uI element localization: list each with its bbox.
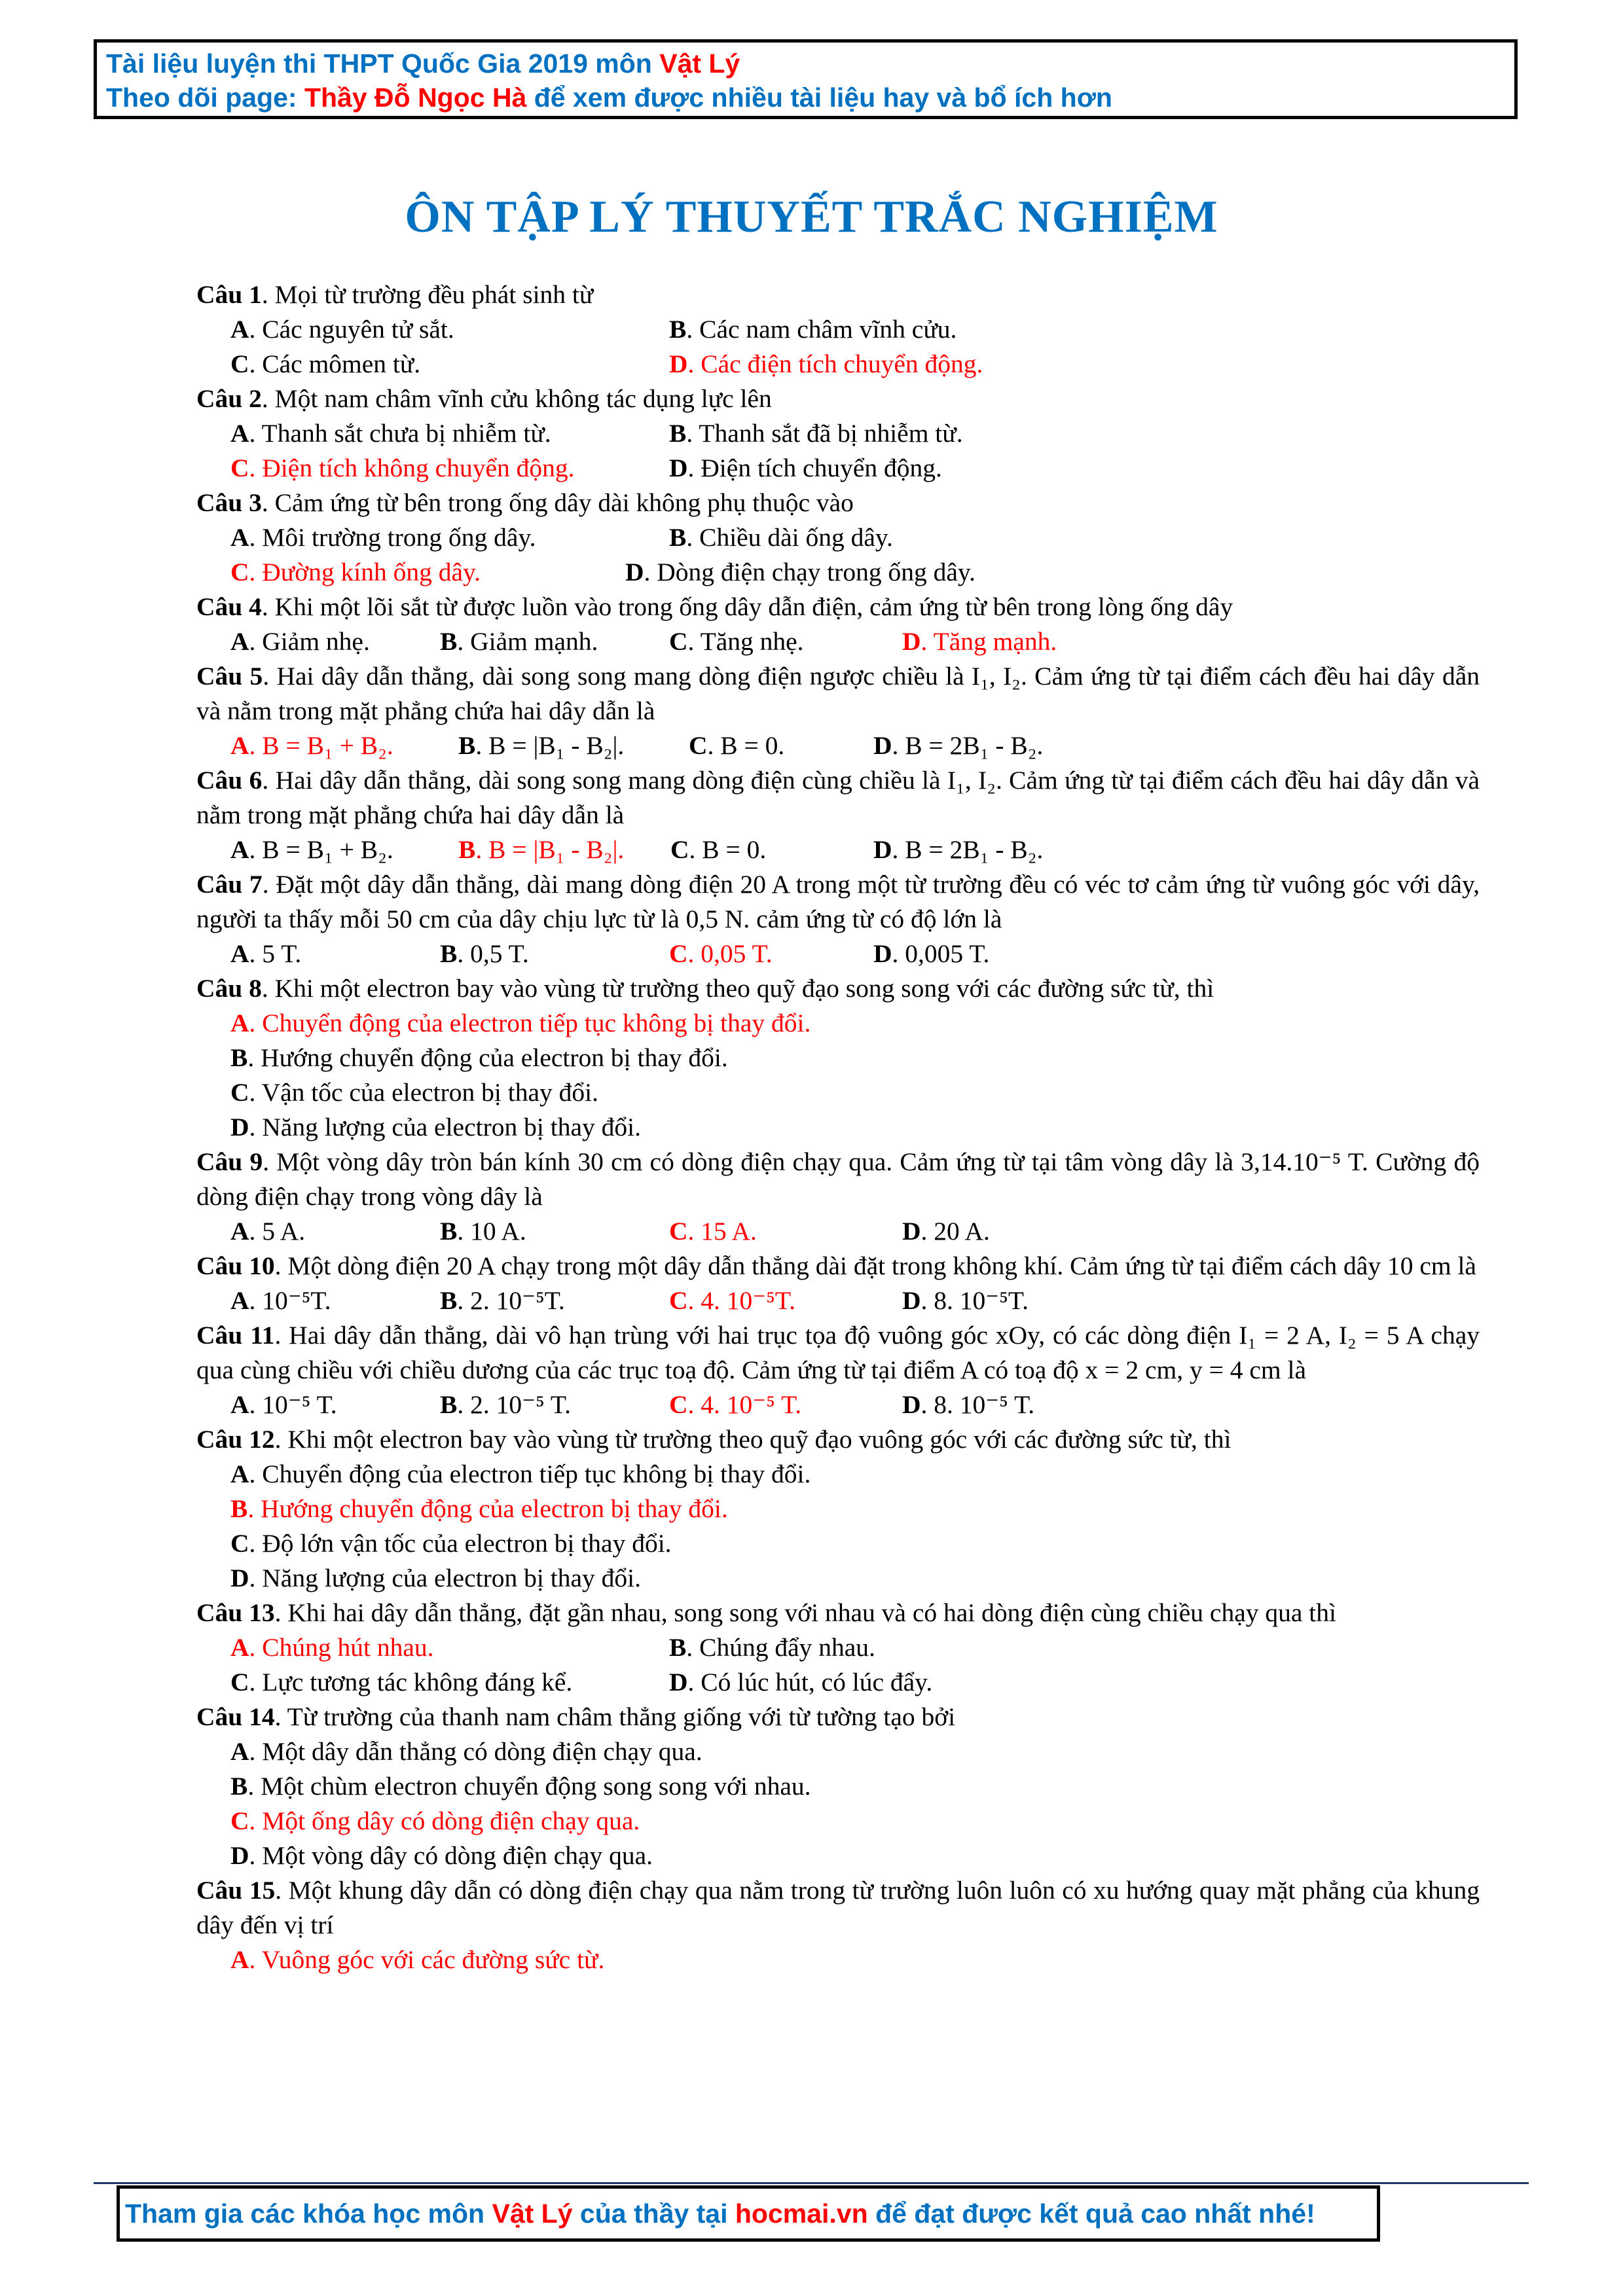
question-6: Câu 6. Hai dây dẫn thẳng, dài song song mang dòng điện cùng chiều là I₁, I₂. Cảm ứng từ tại điểm cách đều hai dây dẫn và nằm trong mặt phẳng chứa hai dây dẫn là (196, 766, 1480, 829)
footer-banner (117, 2185, 1380, 2242)
options-row (196, 833, 1480, 867)
options-row (196, 937, 1480, 971)
question-15: Câu 15. Một khung dây dẫn có dòng điện chạy qua nằm trong từ trường luôn luôn có xu hướng quay mặt phẳng của khung dây đến vị trí (196, 1876, 1480, 1939)
option-b: B. 10 A. (440, 1217, 526, 1246)
options-row (196, 555, 1480, 590)
option-b: B. Chúng đẩy nhau. (669, 1633, 875, 1662)
option-a-correct: A. Chuyển động của electron tiếp tục không bị thay đổi. (230, 1009, 811, 1037)
option-d: D. 0,005 T. (873, 939, 990, 968)
question-list (196, 278, 1480, 1977)
question-10: Câu 10. Một dòng điện 20 A chạy trong một dây dẫn thẳng dài đặt trong không khí. Cảm ứng từ tại điểm cách dây 10 cm là (196, 1251, 1476, 1280)
options-row (196, 312, 1480, 347)
question-4: Câu 4. Khi một lõi sắt từ được luồn vào trong ống dây dẫn điện, cảm ứng từ bên trong lòng ống dây (196, 592, 1233, 621)
option-d: D. Điện tích chuyển động. (669, 454, 942, 482)
option-d: D. 20 A. (902, 1217, 990, 1246)
option-a-correct: A. Chúng hút nhau. (230, 1633, 434, 1662)
option-a-correct: A. Vuông góc với các đường sức từ. (230, 1945, 605, 1974)
option-b: B. Chiều dài ống dây. (669, 523, 893, 552)
page-title: ÔN TẬP LÝ THUYẾT TRẮC NGHIỆM (405, 192, 1218, 242)
option-b-correct: B. B = |B₁ - B₂|. (458, 835, 625, 864)
option-b: B. Giảm mạnh. (440, 627, 598, 656)
header-line-2-prefix: Theo dõi page: (106, 82, 304, 113)
option-b: B. Thanh sắt đã bị nhiễm từ. (669, 419, 963, 448)
option-d: D. 8. 10⁻⁵ T. (902, 1390, 1035, 1419)
option-c: C. Vận tốc của electron bị thay đổi. (230, 1078, 598, 1107)
header-subject: Vật Lý (659, 48, 740, 79)
option-b-correct: B. Hướng chuyển động của electron bị thay đổi. (230, 1494, 728, 1523)
option-c: C. Các mômen từ. (230, 350, 421, 378)
header-line-1 (106, 46, 1505, 81)
question-12: Câu 12. Khi một electron bay vào vùng từ trường theo quỹ đạo vuông góc với các đường sức từ, thì (196, 1425, 1231, 1454)
option-d: D. B = 2B₁ - B₂. (873, 835, 1044, 864)
option-c: C. B = 0. (670, 835, 767, 864)
header-line-2 (106, 81, 1505, 115)
option-c-correct: C. Điện tích không chuyển động. (230, 454, 575, 482)
option-b: B. B = |B₁ - B₂|. (458, 731, 625, 760)
option-b: B. 0,5 T. (440, 939, 529, 968)
question-9: Câu 9. Một vòng dây tròn bán kính 30 cm có dòng điện chạy qua. Cảm ứng từ tại tâm vòng dây là 3,14.10⁻⁵ T. Cường độ dòng điện chạy trong vòng dây là (196, 1147, 1480, 1211)
option-c: C. Tăng nhẹ. (669, 627, 804, 656)
options-row (196, 1388, 1480, 1422)
option-a: A. Một dây dẫn thẳng có dòng điện chạy qua. (230, 1737, 702, 1766)
question-text: . Mọi từ trường đều phát sinh từ (261, 280, 594, 309)
option-c: C. Lực tương tác không đáng kể. (230, 1668, 573, 1696)
question-7: Câu 7. Đặt một dây dẫn thẳng, dài mang dòng điện 20 A trong một từ trường đều có véc tơ cảm ứng từ vuông góc với dây, người ta thấy mỗi 50 cm của dây chịu lực từ là 0,5 N. cảm ứng từ có độ lớn là (196, 870, 1480, 933)
option-c: C. B = 0. (689, 731, 785, 760)
option-c-correct: C. Đường kính ống dây. (230, 558, 481, 586)
option-a: A. 10⁻⁵T. (230, 1286, 331, 1315)
footer-divider (94, 2182, 1529, 2184)
option-b: B. 2. 10⁻⁵T. (440, 1286, 565, 1315)
option-d: D. Dòng điện chạy trong ống dây. (625, 558, 976, 586)
options-row (196, 1665, 1480, 1700)
options-row (196, 347, 1480, 382)
question-3: Câu 3. Cảm ứng từ bên trong ống dây dài không phụ thuộc vào (196, 488, 854, 517)
option-a: A. Môi trường trong ống dây. (230, 523, 536, 552)
option-d-correct: D. Các điện tích chuyển động. (669, 350, 983, 378)
option-a: A. B = B₁ + B₂. (230, 835, 393, 864)
question-2: Câu 2. Một nam châm vĩnh cửu không tác dụng lực lên (196, 384, 772, 413)
header-box (94, 39, 1518, 119)
option-a: A. 5 A. (230, 1217, 306, 1246)
option-b: B. Hướng chuyển động của electron bị thay đổi. (230, 1043, 728, 1072)
option-c: C. Độ lớn vận tốc của electron bị thay đổi. (230, 1529, 672, 1558)
option-d: D. Có lúc hút, có lúc đẩy. (669, 1668, 933, 1696)
option-a-correct: A. B = B₁ + B₂. (230, 731, 393, 760)
option-d-correct: D. Tăng mạnh. (902, 627, 1057, 656)
option-d: D. 8. 10⁻⁵T. (902, 1286, 1029, 1315)
option-b: B. Các nam châm vĩnh cửu. (669, 315, 957, 344)
option-d: D. Năng lượng của electron bị thay đổi. (230, 1113, 641, 1141)
options-row (196, 1283, 1480, 1318)
header-teacher-name: Thầy Đỗ Ngọc Hà (304, 82, 527, 113)
option-d: D. Năng lượng của electron bị thay đổi. (230, 1564, 641, 1592)
option-a: A. Chuyển động của electron tiếp tục không bị thay đổi. (230, 1460, 811, 1488)
footer-text: của thầy tại (572, 2198, 735, 2229)
option-c-correct: C. 4. 10⁻⁵T. (669, 1286, 795, 1315)
option-a: A. 10⁻⁵ T. (230, 1390, 337, 1419)
question-8: Câu 8. Khi một electron bay vào vùng từ trường theo quỹ đạo song song với các đường sức từ, thì (196, 974, 1214, 1003)
option-c-correct: C. 15 A. (669, 1217, 757, 1246)
option-c-correct: C. 4. 10⁻⁵ T. (669, 1390, 802, 1419)
option-d: D. B = 2B₁ - B₂. (873, 731, 1044, 760)
footer-text: Tham gia các khóa học môn (125, 2198, 492, 2229)
question-1 (196, 278, 1480, 312)
option-a: A. Giảm nhẹ. (230, 627, 370, 656)
header-line-2-suffix: để xem được nhiều tài liệu hay và bổ ích hơn (526, 82, 1112, 113)
options-row (196, 1630, 1480, 1665)
options-row (196, 624, 1480, 659)
question-label: Câu 1 (196, 280, 262, 309)
options-row (196, 451, 1480, 486)
option-a: A. Thanh sắt chưa bị nhiễm từ. (230, 419, 551, 448)
option-b: B. Một chùm electron chuyển động song song với nhau. (230, 1772, 811, 1801)
footer-site-link[interactable]: hocmai.vn (735, 2198, 868, 2229)
options-row (196, 520, 1480, 555)
question-5: Câu 5. Hai dây dẫn thẳng, dài song song mang dòng điện ngược chiều là I₁, I₂. Cảm ứng từ tại điểm cách đều hai dây dẫn và nằm trong mặt phẳng chứa hai dây dẫn là (196, 662, 1480, 725)
option-c-correct: C. Một ống dây có dòng điện chạy qua. (230, 1806, 640, 1835)
options-row (196, 728, 1480, 763)
option-d: D. Một vòng dây có dòng điện chạy qua. (230, 1841, 653, 1870)
question-11: Câu 11. Hai dây dẫn thẳng, dài vô hạn trùng với hai trục tọa độ vuông góc xOy, có các dòng điện I₁ = 2 A, I₂ = 5 A chạy qua cùng chiều với chiều dương của các trục toạ độ. Cảm ứng từ tại điểm A có toạ độ x = 2 cm, y = 4 cm là (196, 1321, 1480, 1384)
header-line-1-text: Tài liệu luyện thi THPT Quốc Gia 2019 môn (106, 48, 660, 79)
options-row (196, 1214, 1480, 1249)
options-row (196, 416, 1480, 451)
option-a: A. Các nguyên tử sắt. (230, 315, 454, 344)
footer-subject: Vật Lý (492, 2198, 573, 2229)
option-c-correct: C. 0,05 T. (669, 939, 773, 968)
question-13: Câu 13. Khi hai dây dẫn thẳng, đặt gần nhau, song song với nhau và có hai dòng điện cùng chiều chạy qua thì (196, 1598, 1336, 1627)
option-b: B. 2. 10⁻⁵ T. (440, 1390, 571, 1419)
question-14: Câu 14. Từ trường của thanh nam châm thẳng giống với từ tường tạo bởi (196, 1702, 956, 1731)
option-a: A. 5 T. (230, 939, 302, 968)
footer-text: để đạt được kết quả cao nhất nhé! (867, 2198, 1315, 2229)
